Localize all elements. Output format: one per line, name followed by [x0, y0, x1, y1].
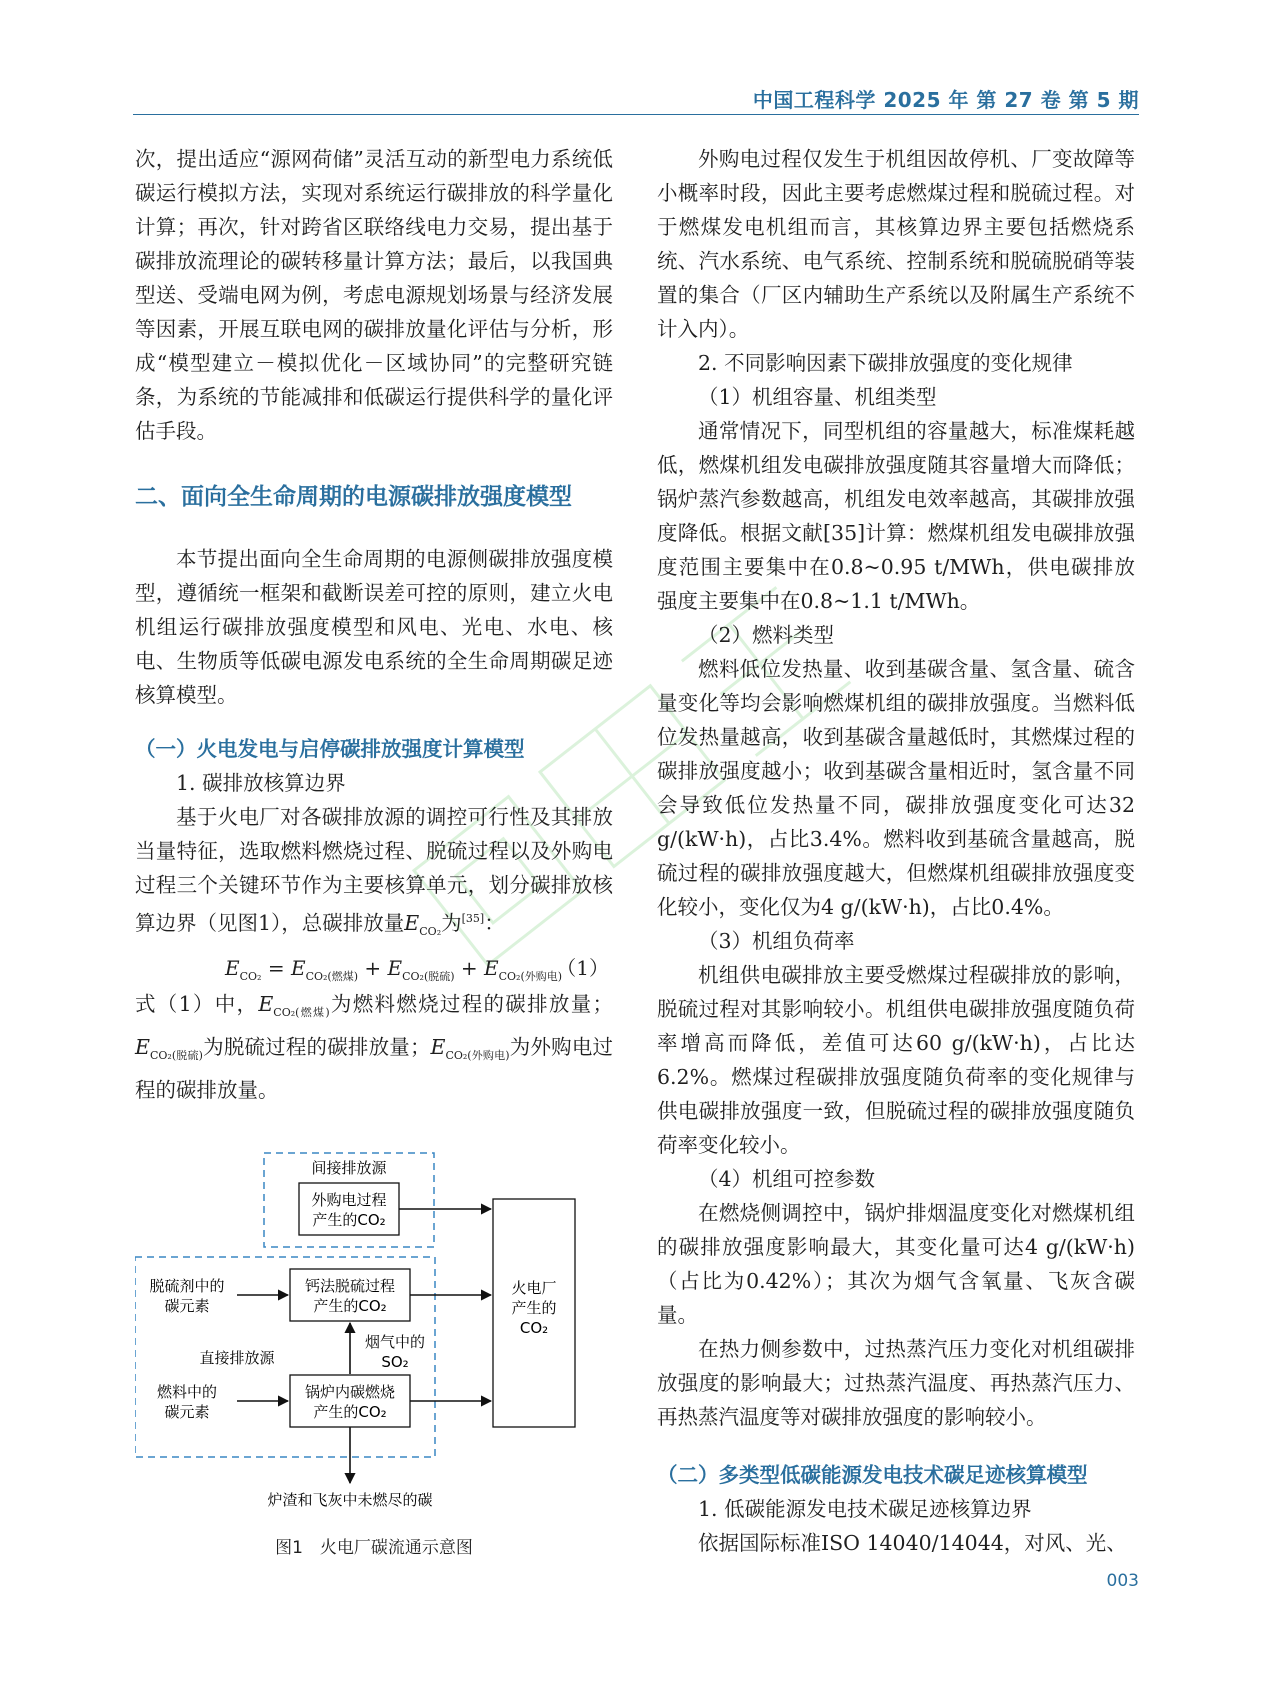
equation-1	[135, 949, 613, 987]
variable: E	[404, 910, 420, 935]
equation-number: （1）	[556, 955, 609, 980]
purchase-power-label-2: 产生的CO₂	[312, 1211, 386, 1230]
figure-1	[135, 1141, 613, 1561]
paragraph-text: 为外购电过程的碳排放量。	[135, 1035, 614, 1103]
variable-subscript: CO₂(燃煤)	[273, 1006, 330, 1020]
factor-heading: （4）机组可控参数	[698, 1167, 876, 1191]
boiler-combustion-label-2: 产生的CO₂	[313, 1403, 387, 1422]
paragraph-text: 式（1）中，	[135, 991, 259, 1016]
eq-var: E	[225, 955, 240, 980]
carbon-flow-diagram	[135, 1141, 613, 1521]
fuel-carbon-label-1: 燃料中的	[156, 1383, 218, 1402]
numbered-heading: 2. 不同影响因素下碳排放强度的变化规律	[698, 351, 1073, 375]
unburned-carbon-label: 炉渣和飞灰中未燃尽的碳	[267, 1491, 433, 1510]
equation-body: $E_{CO_2} = E_{CO_2(燃煤)} + E_{CO_2(脱硫)} + E_{CO_2(外购电)}$	[225, 955, 563, 983]
subsection-heading: （一）火电发电与启停碳排放强度计算模型	[135, 737, 525, 761]
paragraph-text: 为脱硫过程的碳排放量；	[202, 1035, 431, 1060]
subsection-heading: （二）多类型低碳能源发电技术碳足迹核算模型	[657, 1463, 1088, 1487]
paragraph: 本节提出面向全生命周期的电源侧碳排放强度模型，遵循统一框架和截断误差可控的原则，建立火电机组运行碳排放强度模型和风电、光电、水电、核电、生物质等低碳电源发电系统的全生命周期碳足迹核算模型。	[135, 547, 613, 707]
variable: E	[258, 991, 274, 1016]
paragraph: 燃料低位发热量、收到基碳含量、氢含量、硫含量变化等均会影响燃煤机组的碳排放强度。当燃料低位发热量越高，收到基碳含量越低时，其燃煤过程的碳排放强度越小；收到基碳含量相近时，氢含量不同会导致低位发热量不同，碳排放强度变化可达32 g/(kW·h)，占比3.4%。燃料收到基硫含量越高，脱硫过程的碳排放强度越大，但燃煤机组碳排放强度变化较小，变化仅为4 g/(kW·h)，占比0.4%。	[657, 657, 1135, 919]
power-plant-label-2: 产生的	[511, 1299, 557, 1318]
paragraph: 机组供电碳排放主要受燃煤过程碳排放的影响，脱硫过程对其影响较小。机组供电碳排放强度随负荷率增高而降低，差值可达60 g/(kW·h)，占比达6.2%。燃煤过程碳排放强度随负荷率的变化规律与供电碳排放强度一致，但脱硫过程的碳排放强度随负荷率变化较小。	[657, 963, 1135, 1157]
fuel-carbon-label-2: 碳元素	[164, 1403, 210, 1422]
purchase-power-label-1: 外购电过程	[311, 1191, 387, 1210]
citation: [35]	[461, 912, 485, 925]
paragraph-text: 基于火电厂对各碳排放源的调控可行性及其排放当量特征，选取燃料燃烧过程、脱硫过程以及外购电过程三个关键环节作为主要核算单元，划分碳排放核算边界（见图1），总碳排放量	[135, 805, 613, 935]
paragraph-text: 为	[441, 910, 462, 935]
indirect-source-label: 间接排放源	[311, 1159, 387, 1178]
numbered-heading: 1. 低碳能源发电技术碳足迹核算边界	[698, 1497, 1032, 1521]
variable: E	[135, 1035, 150, 1060]
paragraph	[135, 800, 613, 949]
desulfurization-label-2: 产生的CO₂	[313, 1297, 387, 1316]
power-plant-label-1: 火电厂	[511, 1279, 557, 1298]
flue-gas-label-2: SO₂	[381, 1353, 409, 1372]
journal-header-text: 中国工程科学 2025 年 第 27 卷 第 5 期	[752, 88, 1139, 112]
numbered-heading: 1. 碳排放核算边界	[176, 771, 346, 795]
paragraph	[135, 987, 613, 1107]
desulfurizer-carbon-label-1: 脱硫剂中的	[149, 1277, 225, 1296]
desulfurizer-carbon-label-2: 碳元素	[164, 1297, 210, 1316]
variable-subscript: CO₂(脱硫)	[149, 1049, 203, 1063]
flue-gas-label-1: 烟气中的	[364, 1333, 426, 1352]
boiler-combustion-label-1: 锅炉内碳燃烧	[304, 1383, 396, 1402]
section-heading: 二、面向全生命周期的电源碳排放强度模型	[135, 484, 572, 510]
eq-var: E	[484, 955, 499, 980]
paragraph-text: ：	[484, 910, 505, 935]
paragraph: 通常情况下，同型机组的容量越大，标准煤耗越低，燃煤机组发电碳排放强度随其容量增大而降低；锅炉蒸汽参数越高，机组发电效率越高，其碳排放强度降低。根据文献[35]计算：燃煤机组发电碳排放强度范围主要集中在0.8~0.95 t/MWh，供电碳排放强度主要集中在0.8~1.1 t/MWh。	[657, 419, 1135, 613]
direct-source-label: 直接排放源	[199, 1349, 275, 1368]
eq-subscript: CO₂	[239, 969, 262, 983]
paragraph: 在燃烧侧调控中，锅炉排烟温度变化对燃煤机组的碳排放强度影响最大，其变化量可达4 g/(kW·h)（占比为0.42%）；其次为烟气含氧量、飞灰含碳量。	[657, 1201, 1135, 1327]
power-plant-label-3: CO₂	[519, 1319, 549, 1338]
left-column	[135, 142, 613, 1561]
variable: E	[430, 1035, 446, 1060]
eq-subscript: CO₂(外购电)	[498, 969, 563, 983]
paragraph: 在热力侧参数中，过热蒸汽压力变化对机组碳排放强度的影响最大；过热蒸汽温度、再热蒸汽压力、再热蒸汽温度等对碳排放强度的影响较小。	[657, 1337, 1135, 1429]
eq-var: E	[387, 955, 403, 980]
paragraph: 依据国际标准ISO 14040/14044，对风、光、	[698, 1531, 1127, 1555]
variable-subscript: CO₂(外购电)	[445, 1049, 510, 1063]
eq-subscript: CO₂(脱硫)	[402, 969, 455, 983]
paragraph: 次，提出适应“源网荷储”灵活互动的新型电力系统低碳运行模拟方法，实现对系统运行碳排放的科学量化计算；再次，针对跨省区联络线电力交易，提出基于碳排放流理论的碳转移量计算方法；最后，以我国典型送、受端电网为例，考虑电源规划场景与经济发展等因素，开展互联电网的碳排放量化评估与分析，形成“模型建立－模拟优化－区域协同”的完整研究链条，为系统的节能减排和低碳运行提供科学的量化评估手段。	[135, 147, 613, 443]
paragraph-text: 为燃料燃烧过程的碳排放量；	[329, 991, 613, 1016]
variable-subscript: CO₂	[419, 924, 442, 938]
factor-heading: （3）机组负荷率	[698, 929, 855, 953]
desulfurization-label-1: 钙法脱硫过程	[304, 1277, 396, 1296]
factor-heading: （2）燃料类型	[698, 623, 835, 647]
eq-subscript: CO₂(燃煤)	[305, 969, 358, 983]
eq-var: E	[290, 955, 306, 980]
page-number: 003	[1106, 1571, 1139, 1591]
figure-caption: 图1 火电厂碳流通示意图	[275, 1538, 473, 1559]
journal-header	[133, 84, 1139, 115]
right-column	[657, 142, 1135, 1560]
paragraph: 外购电过程仅发生于机组因故停机、厂变故障等小概率时段，因此主要考虑燃煤过程和脱硫过程。对于燃煤发电机组而言，其核算边界主要包括燃烧系统、汽水系统、电气系统、控制系统和脱硫脱硝等装置的集合（厂区内辅助生产系统以及附属生产系统不计入内）。	[657, 147, 1135, 341]
factor-heading: （1）机组容量、机组类型	[698, 385, 937, 409]
